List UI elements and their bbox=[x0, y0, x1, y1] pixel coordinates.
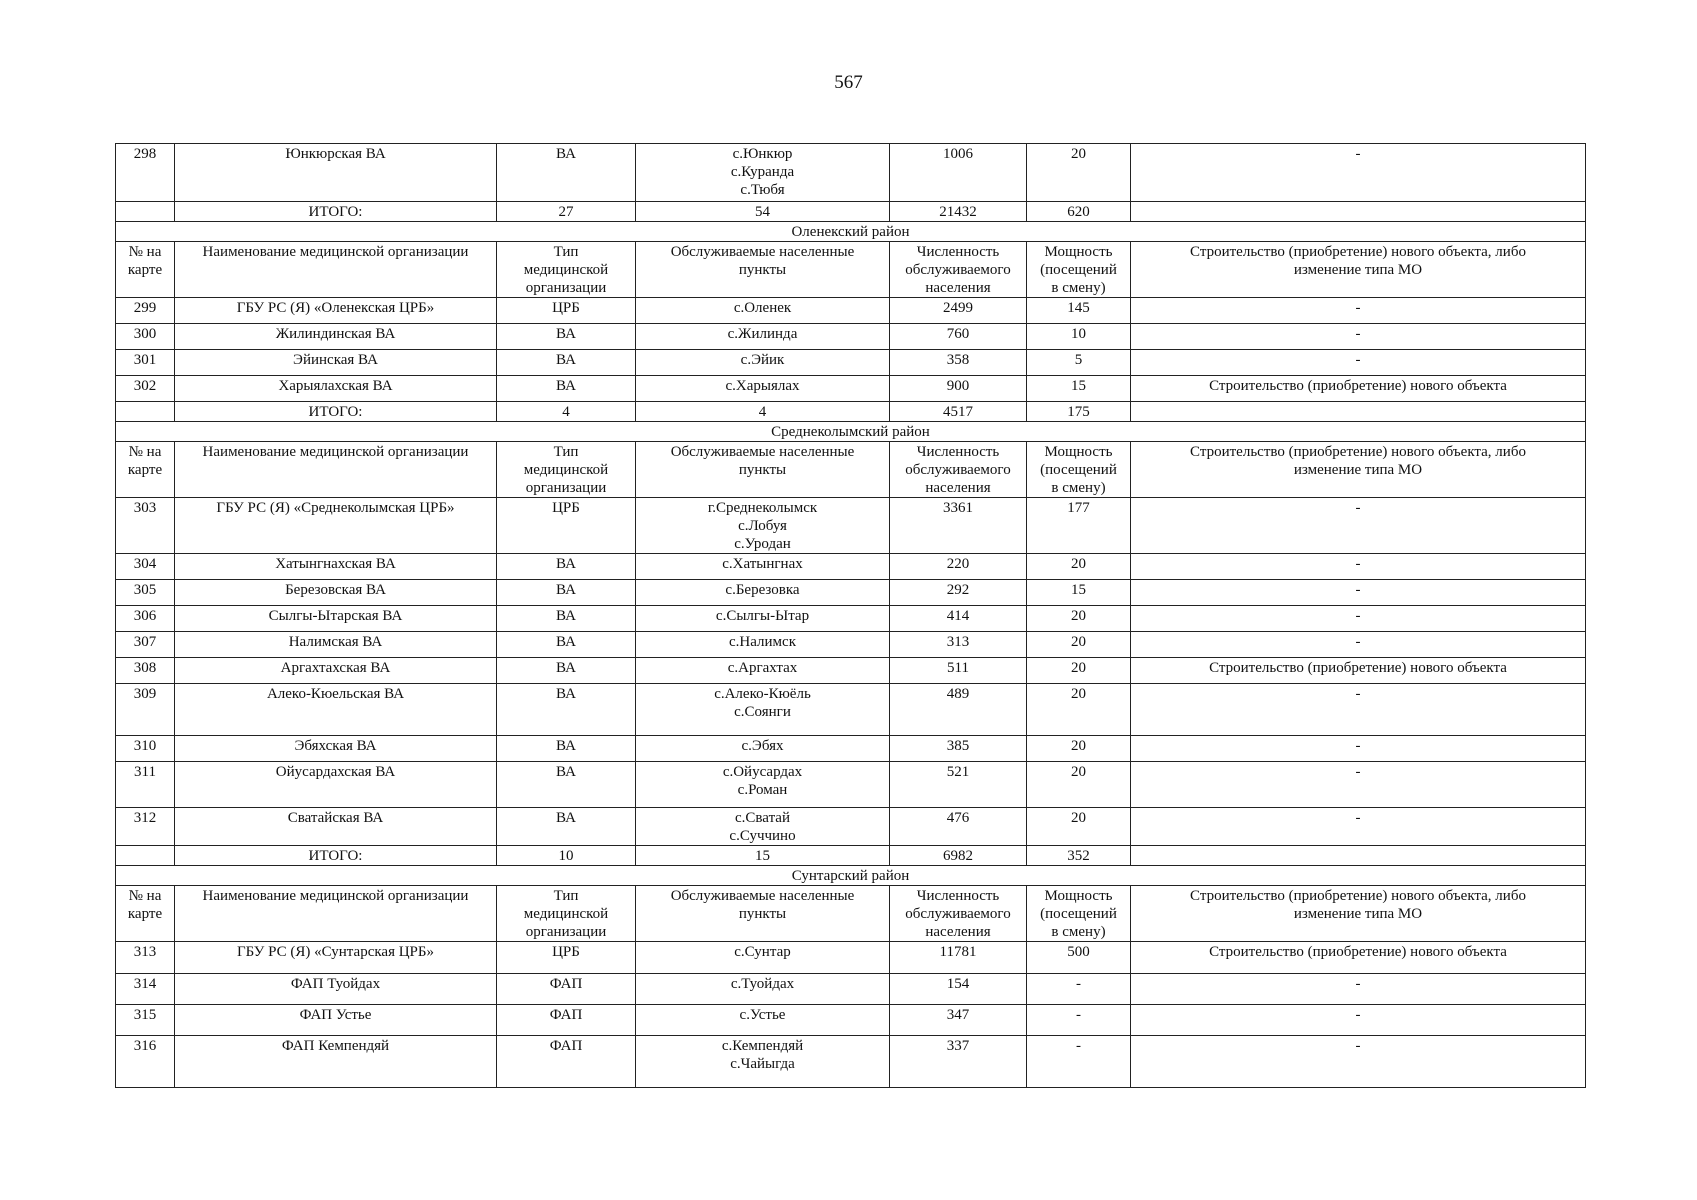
cell-type: ВА bbox=[497, 376, 636, 402]
cell-capacity: - bbox=[1027, 1036, 1131, 1088]
cell-type: ВА bbox=[497, 632, 636, 658]
cell-construction: - bbox=[1131, 606, 1586, 632]
total-label: ИТОГО: bbox=[175, 202, 497, 222]
header-construction: Строительство (приобретение) нового объекта, либо изменение типа МО bbox=[1131, 242, 1586, 298]
cell-population: 489 bbox=[890, 684, 1027, 736]
total-population: 6982 bbox=[890, 846, 1027, 866]
cell-type: ВА bbox=[497, 554, 636, 580]
total-population: 4517 bbox=[890, 402, 1027, 422]
total-points: 54 bbox=[636, 202, 890, 222]
cell-construction bbox=[1131, 202, 1586, 222]
page-number: 567 bbox=[834, 72, 863, 93]
header-population: Численность обслуживаемого населения bbox=[890, 442, 1027, 498]
cell-num bbox=[116, 202, 175, 222]
cell-population: 154 bbox=[890, 974, 1027, 1005]
header-row bbox=[116, 242, 1586, 298]
cell-num: 312 bbox=[116, 808, 175, 846]
facilities-table bbox=[115, 143, 1586, 1088]
cell-population: 385 bbox=[890, 736, 1027, 762]
cell-points: с.Устье bbox=[636, 1005, 890, 1036]
cell-name: Жилиндинская ВА bbox=[175, 324, 497, 350]
total-capacity: 620 bbox=[1027, 202, 1131, 222]
cell-construction: - bbox=[1131, 762, 1586, 808]
cell-population: 476 bbox=[890, 808, 1027, 846]
cell-num: 316 bbox=[116, 1036, 175, 1088]
cell-capacity: 20 bbox=[1027, 762, 1131, 808]
district-name: Оленекский район bbox=[116, 222, 1586, 242]
cell-points: с.Сылгы-Ытар bbox=[636, 606, 890, 632]
header-type: Тип медицинской организации bbox=[497, 242, 636, 298]
cell-construction: - bbox=[1131, 580, 1586, 606]
header-type: Тип медицинской организации bbox=[497, 886, 636, 942]
table-row bbox=[116, 762, 1586, 808]
header-population: Численность обслуживаемого населения bbox=[890, 242, 1027, 298]
header-points: Обслуживаемые населенные пункты bbox=[636, 242, 890, 298]
cell-name: Эйинская ВА bbox=[175, 350, 497, 376]
cell-population: 347 bbox=[890, 1005, 1027, 1036]
cell-capacity: 20 bbox=[1027, 808, 1131, 846]
cell-points: с.Хатынгнах bbox=[636, 554, 890, 580]
total-population: 21432 bbox=[890, 202, 1027, 222]
cell-name: Сылгы-Ытарская ВА bbox=[175, 606, 497, 632]
cell-num: 304 bbox=[116, 554, 175, 580]
cell-population: 220 bbox=[890, 554, 1027, 580]
table-row bbox=[116, 324, 1586, 350]
table-row bbox=[116, 942, 1586, 974]
table-row bbox=[116, 808, 1586, 846]
cell-num: 302 bbox=[116, 376, 175, 402]
cell-name: Ойусардахская ВА bbox=[175, 762, 497, 808]
cell-points: с.Сватай с.Суччино bbox=[636, 808, 890, 846]
cell-population: 358 bbox=[890, 350, 1027, 376]
total-row bbox=[116, 846, 1586, 866]
cell-construction: - bbox=[1131, 1005, 1586, 1036]
cell-type: ВА bbox=[497, 144, 636, 202]
table-row bbox=[116, 554, 1586, 580]
cell-name: Налимская ВА bbox=[175, 632, 497, 658]
cell-population: 11781 bbox=[890, 942, 1027, 974]
cell-points: с.Алеко-Кюёль с.Соянги bbox=[636, 684, 890, 736]
cell-name: ФАП Туойдах bbox=[175, 974, 497, 1005]
cell-construction: Строительство (приобретение) нового объекта bbox=[1131, 942, 1586, 974]
cell-name: Алеко-Кюельская ВА bbox=[175, 684, 497, 736]
table-row bbox=[116, 580, 1586, 606]
header-row bbox=[116, 886, 1586, 942]
cell-points: с.Харыялах bbox=[636, 376, 890, 402]
cell-num: 314 bbox=[116, 974, 175, 1005]
total-row bbox=[116, 202, 1586, 222]
cell-capacity: 20 bbox=[1027, 632, 1131, 658]
cell-population: 3361 bbox=[890, 498, 1027, 554]
table-row bbox=[116, 736, 1586, 762]
cell-construction: - bbox=[1131, 554, 1586, 580]
cell-capacity: 20 bbox=[1027, 606, 1131, 632]
cell-type: ВА bbox=[497, 324, 636, 350]
table-row bbox=[116, 974, 1586, 1005]
cell-num: 303 bbox=[116, 498, 175, 554]
cell-capacity: 10 bbox=[1027, 324, 1131, 350]
cell-points: с.Туойдах bbox=[636, 974, 890, 1005]
cell-points: с.Эбях bbox=[636, 736, 890, 762]
cell-capacity: 177 bbox=[1027, 498, 1131, 554]
cell-capacity: 20 bbox=[1027, 684, 1131, 736]
cell-num: 311 bbox=[116, 762, 175, 808]
table-row bbox=[116, 684, 1586, 736]
cell-num bbox=[116, 846, 175, 866]
cell-population: 760 bbox=[890, 324, 1027, 350]
total-type: 10 bbox=[497, 846, 636, 866]
header-population: Численность обслуживаемого населения bbox=[890, 886, 1027, 942]
cell-capacity: - bbox=[1027, 974, 1131, 1005]
cell-name: Юнкюрская ВА bbox=[175, 144, 497, 202]
total-type: 27 bbox=[497, 202, 636, 222]
district-row bbox=[116, 222, 1586, 242]
cell-points: с.Эйик bbox=[636, 350, 890, 376]
cell-type: ВА bbox=[497, 580, 636, 606]
header-construction: Строительство (приобретение) нового объекта, либо изменение типа МО bbox=[1131, 442, 1586, 498]
cell-num: 313 bbox=[116, 942, 175, 974]
cell-points: с.Налимск bbox=[636, 632, 890, 658]
header-name: Наименование медицинской организации bbox=[175, 886, 497, 942]
district-name: Среднеколымский район bbox=[116, 422, 1586, 442]
cell-points: с.Березовка bbox=[636, 580, 890, 606]
cell-num bbox=[116, 402, 175, 422]
cell-type: ФАП bbox=[497, 974, 636, 1005]
cell-capacity: - bbox=[1027, 1005, 1131, 1036]
cell-type: ВА bbox=[497, 736, 636, 762]
cell-population: 292 bbox=[890, 580, 1027, 606]
cell-type: ВА bbox=[497, 684, 636, 736]
cell-construction: - bbox=[1131, 736, 1586, 762]
cell-construction: - bbox=[1131, 144, 1586, 202]
cell-num: 310 bbox=[116, 736, 175, 762]
header-points: Обслуживаемые населенные пункты bbox=[636, 442, 890, 498]
header-construction: Строительство (приобретение) нового объекта, либо изменение типа МО bbox=[1131, 886, 1586, 942]
cell-num: 299 bbox=[116, 298, 175, 324]
cell-capacity: 5 bbox=[1027, 350, 1131, 376]
cell-type: ЦРБ bbox=[497, 498, 636, 554]
cell-type: ФАП bbox=[497, 1036, 636, 1088]
cell-population: 521 bbox=[890, 762, 1027, 808]
cell-name: Хатынгнахская ВА bbox=[175, 554, 497, 580]
header-points: Обслуживаемые населенные пункты bbox=[636, 886, 890, 942]
cell-type: ВА bbox=[497, 808, 636, 846]
cell-type: ФАП bbox=[497, 1005, 636, 1036]
header-capacity: Мощность (посещений в смену) bbox=[1027, 442, 1131, 498]
cell-name: ФАП Устье bbox=[175, 1005, 497, 1036]
cell-population: 313 bbox=[890, 632, 1027, 658]
cell-capacity: 20 bbox=[1027, 658, 1131, 684]
cell-construction: - bbox=[1131, 1036, 1586, 1088]
cell-points: с.Ойусардах с.Роман bbox=[636, 762, 890, 808]
cell-construction: - bbox=[1131, 808, 1586, 846]
cell-num: 301 bbox=[116, 350, 175, 376]
cell-num: 315 bbox=[116, 1005, 175, 1036]
cell-num: 307 bbox=[116, 632, 175, 658]
cell-construction: Строительство (приобретение) нового объекта bbox=[1131, 376, 1586, 402]
cell-population: 337 bbox=[890, 1036, 1027, 1088]
header-capacity: Мощность (посещений в смену) bbox=[1027, 886, 1131, 942]
total-points: 15 bbox=[636, 846, 890, 866]
cell-construction bbox=[1131, 402, 1586, 422]
cell-name: Сватайская ВА bbox=[175, 808, 497, 846]
cell-population: 511 bbox=[890, 658, 1027, 684]
cell-construction: - bbox=[1131, 974, 1586, 1005]
cell-construction: - bbox=[1131, 498, 1586, 554]
cell-capacity: 20 bbox=[1027, 144, 1131, 202]
table-row bbox=[116, 144, 1586, 202]
cell-points: с.Аргахтах bbox=[636, 658, 890, 684]
total-capacity: 352 bbox=[1027, 846, 1131, 866]
cell-construction: Строительство (приобретение) нового объекта bbox=[1131, 658, 1586, 684]
cell-capacity: 20 bbox=[1027, 554, 1131, 580]
cell-name: Березовская ВА bbox=[175, 580, 497, 606]
cell-num: 308 bbox=[116, 658, 175, 684]
cell-population: 900 bbox=[890, 376, 1027, 402]
header-name: Наименование медицинской организации bbox=[175, 242, 497, 298]
cell-num: 305 bbox=[116, 580, 175, 606]
table-body bbox=[116, 144, 1586, 1088]
total-capacity: 175 bbox=[1027, 402, 1131, 422]
cell-construction: - bbox=[1131, 684, 1586, 736]
cell-population: 414 bbox=[890, 606, 1027, 632]
cell-capacity: 20 bbox=[1027, 736, 1131, 762]
table-row bbox=[116, 1005, 1586, 1036]
cell-construction: - bbox=[1131, 298, 1586, 324]
header-name: Наименование медицинской организации bbox=[175, 442, 497, 498]
table-row bbox=[116, 350, 1586, 376]
cell-type: ВА bbox=[497, 658, 636, 684]
cell-type: ЦРБ bbox=[497, 942, 636, 974]
table-row bbox=[116, 376, 1586, 402]
cell-population: 1006 bbox=[890, 144, 1027, 202]
cell-construction: - bbox=[1131, 324, 1586, 350]
district-row bbox=[116, 422, 1586, 442]
cell-num: 309 bbox=[116, 684, 175, 736]
cell-type: ВА bbox=[497, 762, 636, 808]
cell-name: ГБУ РС (Я) «Сунтарская ЦРБ» bbox=[175, 942, 497, 974]
header-type: Тип медицинской организации bbox=[497, 442, 636, 498]
header-row bbox=[116, 442, 1586, 498]
cell-points: с.Кемпендяй с.Чайыгда bbox=[636, 1036, 890, 1088]
header-num: № на карте bbox=[116, 442, 175, 498]
cell-construction bbox=[1131, 846, 1586, 866]
cell-type: ЦРБ bbox=[497, 298, 636, 324]
table-row bbox=[116, 498, 1586, 554]
cell-name: Харыялахская ВА bbox=[175, 376, 497, 402]
header-num: № на карте bbox=[116, 886, 175, 942]
cell-type: ВА bbox=[497, 606, 636, 632]
cell-capacity: 15 bbox=[1027, 376, 1131, 402]
table-row bbox=[116, 658, 1586, 684]
district-name: Сунтарский район bbox=[116, 866, 1586, 886]
total-points: 4 bbox=[636, 402, 890, 422]
cell-construction: - bbox=[1131, 632, 1586, 658]
district-row bbox=[116, 866, 1586, 886]
header-num: № на карте bbox=[116, 242, 175, 298]
total-type: 4 bbox=[497, 402, 636, 422]
cell-points: с.Жилинда bbox=[636, 324, 890, 350]
cell-population: 2499 bbox=[890, 298, 1027, 324]
cell-points: г.Среднеколымск с.Лобуя с.Уродан bbox=[636, 498, 890, 554]
table-row bbox=[116, 1036, 1586, 1088]
cell-points: с.Сунтар bbox=[636, 942, 890, 974]
header-capacity: Мощность (посещений в смену) bbox=[1027, 242, 1131, 298]
table-row bbox=[116, 298, 1586, 324]
total-row bbox=[116, 402, 1586, 422]
cell-type: ВА bbox=[497, 350, 636, 376]
cell-capacity: 500 bbox=[1027, 942, 1131, 974]
cell-points: с.Оленек bbox=[636, 298, 890, 324]
cell-points: с.Юнкюр с.Куранда с.Тюбя bbox=[636, 144, 890, 202]
cell-capacity: 15 bbox=[1027, 580, 1131, 606]
cell-name: Эбяхская ВА bbox=[175, 736, 497, 762]
cell-name: ГБУ РС (Я) «Оленекская ЦРБ» bbox=[175, 298, 497, 324]
cell-name: ГБУ РС (Я) «Среднеколымская ЦРБ» bbox=[175, 498, 497, 554]
cell-num: 298 bbox=[116, 144, 175, 202]
total-label: ИТОГО: bbox=[175, 402, 497, 422]
cell-num: 300 bbox=[116, 324, 175, 350]
cell-num: 306 bbox=[116, 606, 175, 632]
table-row bbox=[116, 632, 1586, 658]
cell-capacity: 145 bbox=[1027, 298, 1131, 324]
total-label: ИТОГО: bbox=[175, 846, 497, 866]
table-row bbox=[116, 606, 1586, 632]
cell-name: ФАП Кемпендяй bbox=[175, 1036, 497, 1088]
cell-name: Аргахтахская ВА bbox=[175, 658, 497, 684]
cell-construction: - bbox=[1131, 350, 1586, 376]
